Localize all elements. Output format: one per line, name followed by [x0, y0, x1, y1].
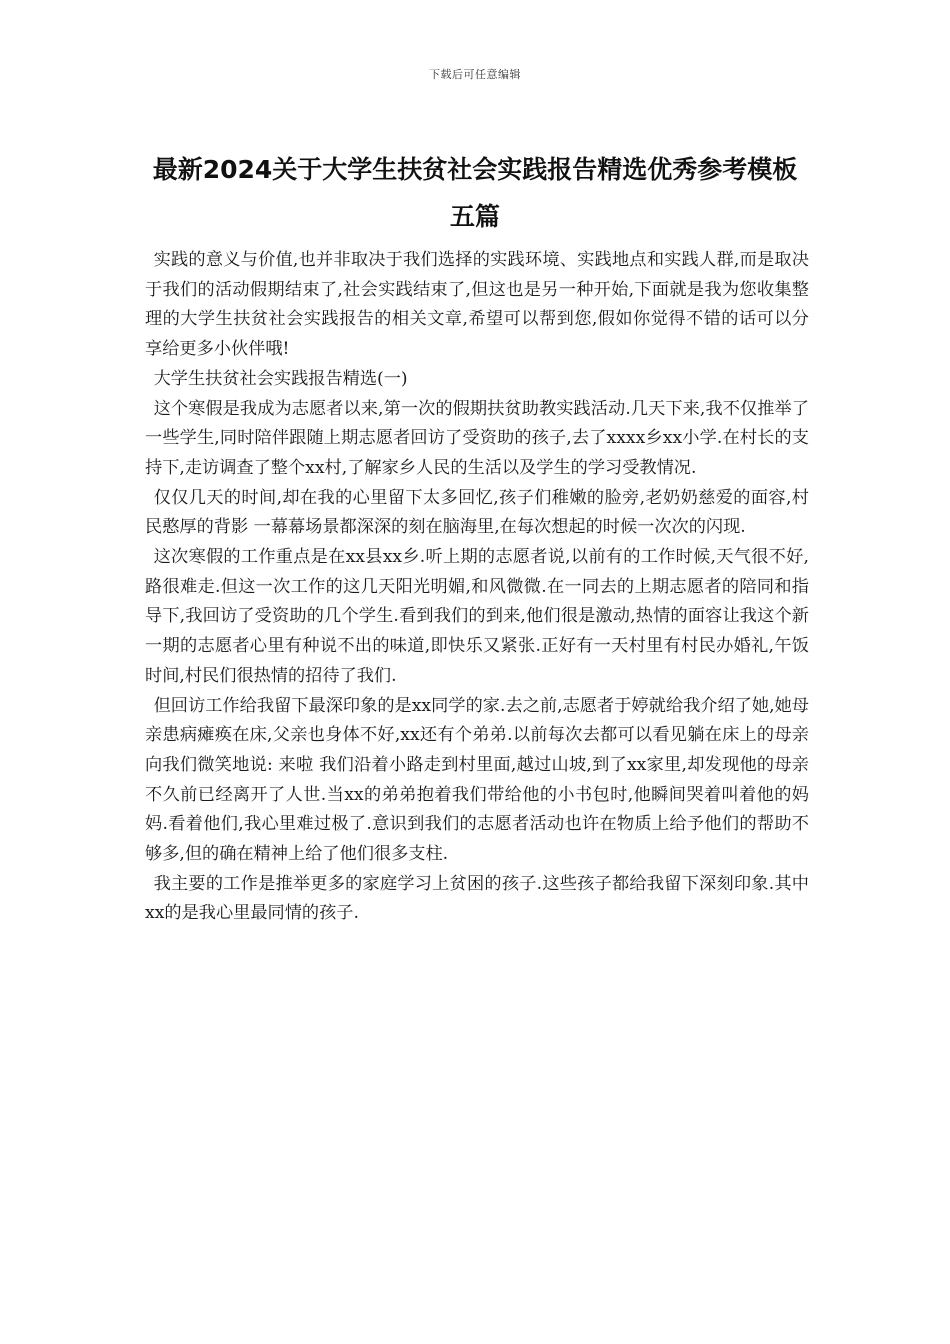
paragraph: 但回访工作给我留下最深印象的是xx同学的家.去之前,志愿者于婷就给我介绍了她,她母亲患病瘫痪在床,父亲也身体不好,xx还有个弟弟.以前每次去都可以看见躺在床上的母亲向我们微笑地说: 来啦 我们沿着小路走到村里面,越过山坡,到了xx家里,却发现他的母亲不久前已经离开了人世.当xx的弟弟抱着我们带给他的小书包时,他瞬间哭着叫着他的妈妈.看着他们,我心里难过极了.意识到我们的志愿者活动也许在物质上给予他们的帮助不够多,但的确在精神上给了他们很多支柱. — [145, 695, 809, 865]
document-body — [145, 246, 809, 929]
paragraph: 我主要的工作是推举更多的家庭学习上贫困的孩子.这些孩子都给我留下深刻印象.其中xx的是我心里最同情的孩子. — [145, 873, 809, 924]
document-title: 最新2024关于大学生扶贫社会实践报告精选优秀参考模板五篇 — [152, 155, 798, 231]
paragraph: 这次寒假的工作重点是在xx县xx乡.听上期的志愿者说,以前有的工作时候,天气很不好,路很难走.但这一次工作的这几天阳光明媚,和风微微.在一同去的上期志愿者的陪同和指导下,我回访了受资助的几个学生.看到我们的到来,他们很是激动,热情的面容让我这个新一期的志愿者心里有种说不出的味道,即快乐又紧张.正好有一天村里有村民办婚礼,午饭时间,村民们很热情的招待了我们. — [145, 547, 809, 686]
header-note: 下载后可任意编辑 — [429, 68, 521, 81]
section-heading: 大学生扶贫社会实践报告精选(一) — [153, 368, 408, 389]
paragraph: 仅仅几天的时间,却在我的心里留下太多回忆,孩子们稚嫩的脸旁,老奶奶慈爱的面容,村民憨厚的背影 一幕幕场景都深深的刻在脑海里,在每次想起的时候一次次的闪现. — [145, 487, 809, 538]
paragraph-intro: 实践的意义与价值,也并非取决于我们选择的实践环境、实践地点和实践人群,而是取决于我们的活动假期结束了,社会实践结束了,但这也是另一种开始,下面就是我为您收集整理的大学生扶贫社会实践报告的相关文章,希望可以帮到您,假如你觉得不错的话可以分享给更多小伙伴哦! — [145, 250, 809, 360]
paragraph: 这个寒假是我成为志愿者以来,第一次的假期扶贫助教实践活动.几天下来,我不仅推举了一些学生,同时陪伴跟随上期志愿者回访了受资助的孩子,去了xxxx乡xx小学.在村长的支持下,走访调查了整个xx村,了解家乡人民的生活以及学生的学习受教情况. — [145, 398, 809, 478]
